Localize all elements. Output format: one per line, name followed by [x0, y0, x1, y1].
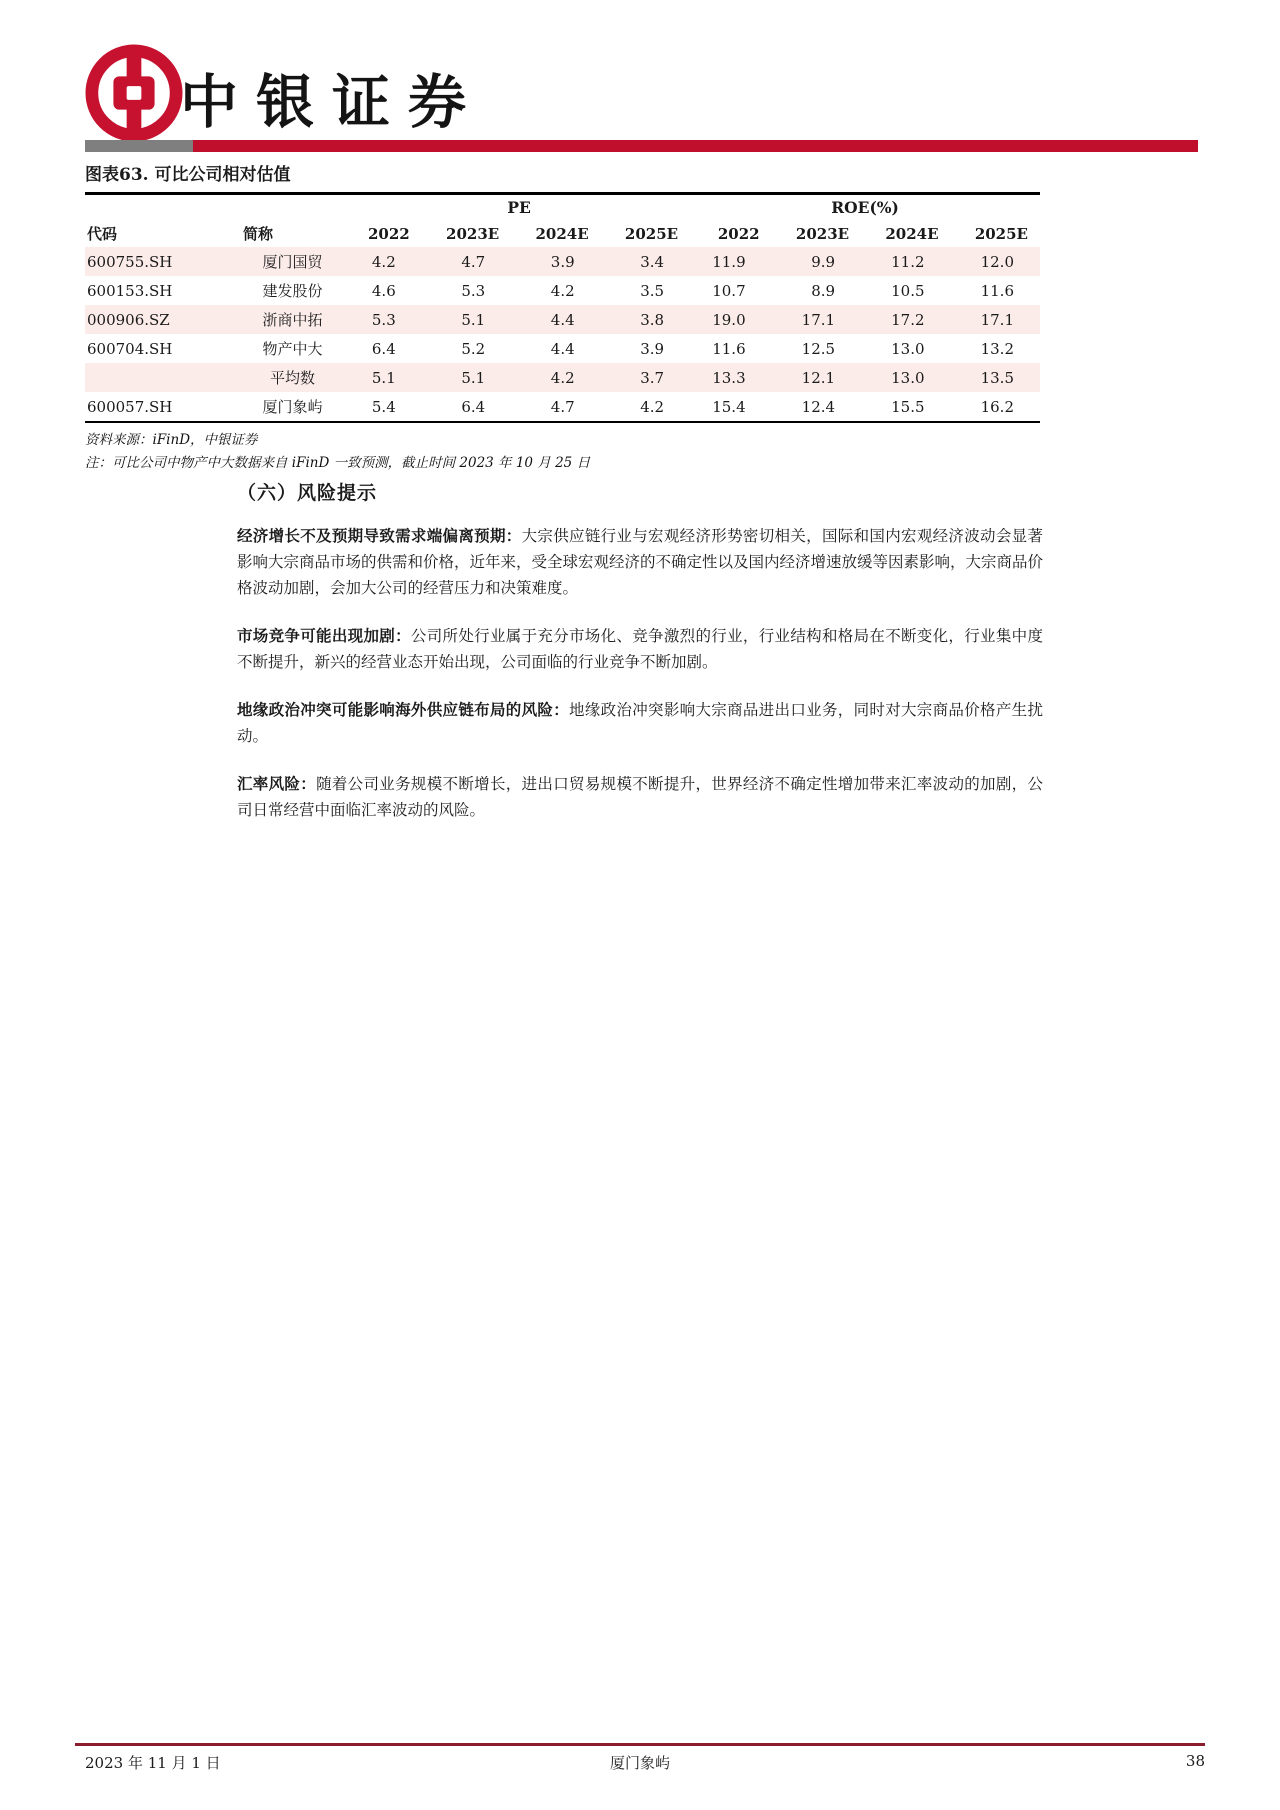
cell-value: 11.6: [712, 339, 746, 358]
cell-code: 600057.SH: [87, 397, 173, 416]
cell-value: 12.0: [980, 252, 1014, 271]
cell-value: 12.4: [801, 397, 836, 416]
group-header-roe: ROE(%): [831, 198, 899, 217]
boc-logo-icon: [85, 44, 183, 142]
cell-code: [85, 363, 237, 392]
valuation-figure: [85, 158, 1040, 475]
cell-name: 厦门象屿: [262, 398, 323, 416]
column-header: 2023E: [446, 224, 500, 243]
footer-date: 2023 年 11 月 1 日: [85, 1754, 221, 1772]
cell-value: 5.4: [371, 397, 396, 416]
footer-rule: [75, 1743, 1205, 1746]
cell-code: 600755.SH: [87, 252, 173, 271]
table-row: [85, 392, 1040, 422]
cell-value: 13.5: [980, 368, 1014, 387]
risk-paragraph: [237, 523, 1043, 601]
cell-value: 3.8: [640, 310, 665, 329]
figure-title: 图表63. 可比公司相对估值: [85, 165, 291, 185]
cell-value: 9.9: [811, 252, 836, 271]
cell-value: 4.6: [371, 281, 396, 300]
cell-value: 17.2: [891, 310, 925, 329]
cell-value: 4.4: [550, 339, 575, 358]
cell-value: 3.9: [550, 252, 575, 271]
column-header: 2023E: [795, 224, 850, 243]
table-row: [85, 276, 1040, 305]
cell-value: 13.3: [712, 368, 746, 387]
table-row: [85, 305, 1040, 334]
header-rule: [85, 140, 1198, 152]
cell-value: 4.7: [461, 252, 486, 271]
cell-value: 5.2: [461, 339, 486, 358]
cell-value: 3.7: [640, 368, 665, 387]
header-rule-gray-segment: [85, 140, 193, 152]
table-row: [85, 334, 1040, 363]
valuation-table-body: [85, 247, 1040, 422]
column-header: 简称: [243, 225, 274, 243]
cell-value: 5.3: [461, 281, 486, 300]
cell-value: 5.1: [461, 368, 486, 387]
cell-value: 13.0: [891, 339, 925, 358]
cell-value: 16.2: [980, 397, 1014, 416]
risk-section-heading: （六）风险提示: [237, 482, 378, 504]
group-header-pe: PE: [507, 198, 531, 217]
column-header: 2025E: [974, 224, 1028, 243]
cell-value: 13.0: [891, 368, 925, 387]
group-header-spacer: [85, 194, 348, 221]
cell-value: 12.5: [801, 339, 836, 358]
risk-paragraph-lead: 经济增长不及预期导致需求端偏离预期：: [237, 526, 522, 545]
cell-value: 4.2: [640, 397, 665, 416]
cell-name: 建发股份: [262, 282, 323, 300]
cell-value: 8.9: [811, 281, 836, 300]
risk-paragraph-body: 地缘政治冲突影响大宗商品进出口业务，同时对大宗商品价格产生扰动。: [237, 701, 1043, 745]
risk-paragraph-lead: 地缘政治冲突可能影响海外供应链布局的风险：: [237, 700, 569, 719]
footer-page-number: 38: [1185, 1752, 1205, 1770]
cell-value: 12.1: [801, 368, 836, 387]
column-header: 2024E: [885, 224, 939, 243]
cell-value: 10.7: [712, 281, 746, 300]
cell-name: 物产中大: [262, 340, 323, 358]
cell-value: 5.1: [371, 368, 396, 387]
cell-value: 4.2: [550, 368, 575, 387]
cell-name: 平均数: [269, 369, 315, 387]
cell-name: 浙商中拓: [262, 311, 323, 329]
table-row: [85, 247, 1040, 276]
risk-paragraph-lead: 市场竞争可能出现加剧：: [237, 626, 411, 645]
figure-note: 注：可比公司中物产中大数据来自 iFinD 一致预测，截止时间 2023 年 10 月 25 日: [85, 455, 591, 471]
column-header: 2024E: [535, 224, 589, 243]
cell-value: 11.6: [980, 281, 1014, 300]
cell-value: 17.1: [980, 310, 1014, 329]
column-header: 2025E: [624, 224, 679, 243]
cell-value: 6.4: [461, 397, 486, 416]
column-header: 代码: [87, 225, 118, 243]
group-header-row: [85, 194, 1040, 221]
risk-paragraph-body: 公司所处行业属于充分市场化、竞争激烈的行业，行业结构和格局在不断变化，行业集中度不断提升，新兴的经营业态开始出现，公司面临的行业竞争不断加剧。: [237, 627, 1043, 671]
cell-value: 3.9: [640, 339, 665, 358]
risk-paragraph-body: 大宗供应链行业与宏观经济形势密切相关，国际和国内宏观经济波动会显著影响大宗商品市场的供需和价格，近年来，受全球宏观经济的不确定性以及国内经济增速放缓等因素影响，大宗商品价格波动加剧，会加大公司的经营压力和决策难度。: [237, 527, 1044, 597]
cell-value: 5.3: [371, 310, 396, 329]
cell-value: 10.5: [891, 281, 925, 300]
risk-paragraph: [237, 623, 1043, 675]
cell-value: 4.4: [550, 310, 575, 329]
cell-value: 13.2: [980, 339, 1014, 358]
cell-code: 600153.SH: [87, 281, 173, 300]
column-header: 2022: [368, 224, 410, 243]
cell-value: 11.2: [891, 252, 925, 271]
header-rule-red-segment: [193, 140, 1198, 152]
cell-value: 3.4: [640, 252, 665, 271]
cell-value: 4.2: [371, 252, 396, 271]
table-row: [85, 363, 1040, 392]
cell-code: 600704.SH: [87, 339, 173, 358]
cell-value: 6.4: [371, 339, 396, 358]
cell-value: 19.0: [712, 310, 746, 329]
risk-paragraph: [237, 771, 1043, 823]
cell-code: 000906.SZ: [87, 310, 170, 329]
cell-value: 15.5: [891, 397, 925, 416]
brand-name: 中银证券: [180, 68, 485, 136]
cell-value: 11.9: [712, 252, 746, 271]
risk-section: [237, 478, 1043, 845]
column-header: 2022: [717, 224, 760, 243]
valuation-table: [85, 192, 1040, 423]
cell-value: 17.1: [801, 310, 836, 329]
risk-paragraph: [237, 697, 1043, 749]
cell-value: 3.5: [640, 281, 665, 300]
risk-paragraph-lead: 汇率风险：: [237, 774, 317, 793]
cell-value: 15.4: [712, 397, 746, 416]
risk-paragraph-body: 随着公司业务规模不断增长，进出口贸易规模不断提升，世界经济不确定性增加带来汇率波动的加剧，公司日常经营中面临汇率波动的风险。: [237, 775, 1043, 819]
figure-source: 资料来源：iFinD，中银证券: [85, 432, 258, 448]
cell-name: 厦门国贸: [262, 253, 323, 271]
cell-value: 5.1: [461, 310, 486, 329]
cell-value: 4.7: [550, 397, 575, 416]
footer: [75, 1752, 1205, 1782]
columns-header-row: [85, 220, 1040, 247]
footer-report-title: 厦门象屿: [609, 1754, 670, 1772]
cell-value: 4.2: [550, 281, 575, 300]
